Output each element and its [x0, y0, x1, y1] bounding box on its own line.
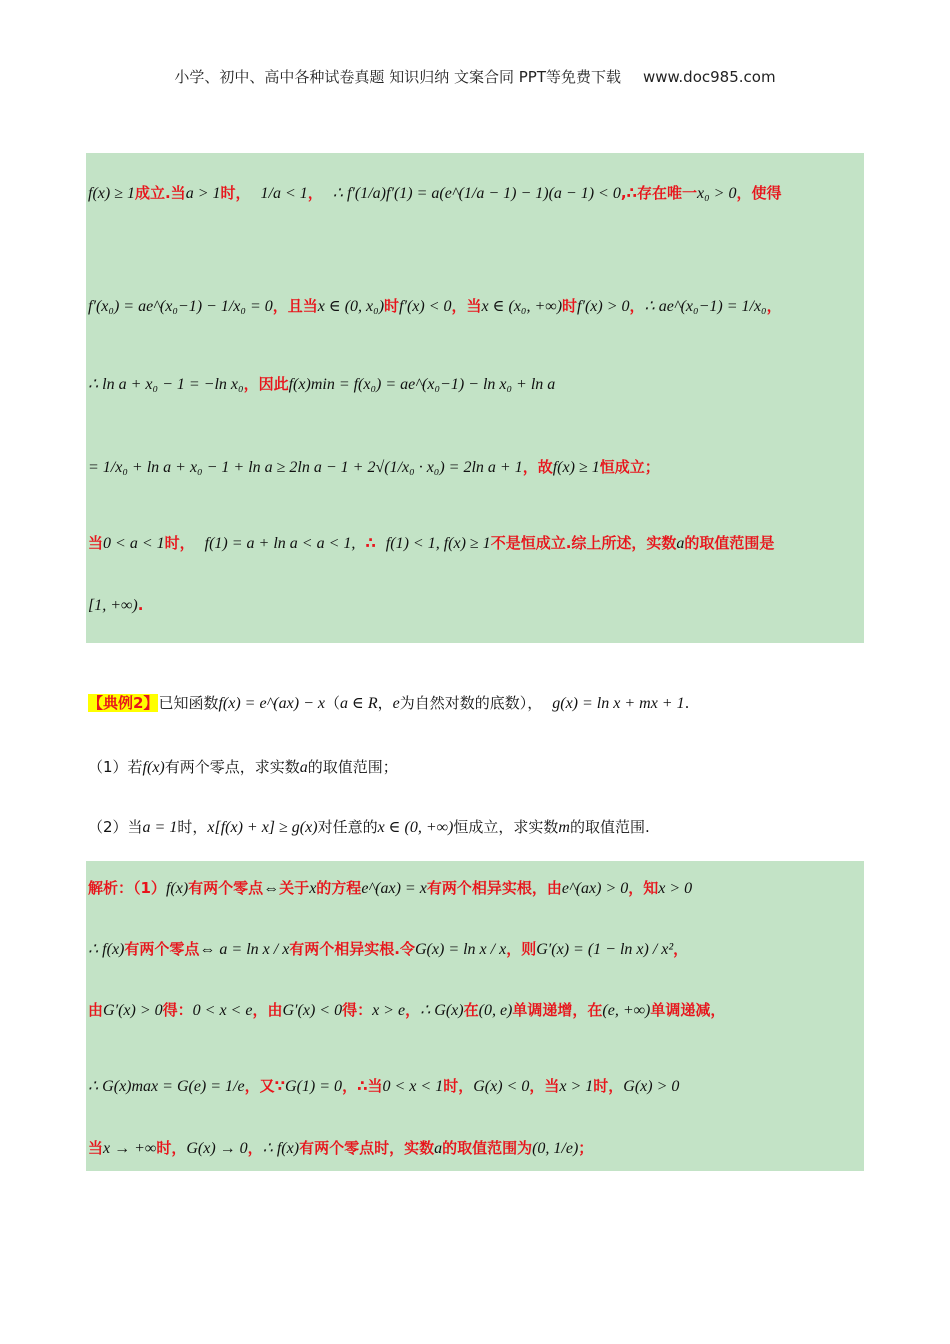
math: x[f(x) + x] ≥ g(x): [207, 819, 318, 836]
header-text: 小学、初中、高中各种试卷真题 知识归纳 文案合同 PPT等免费下载: [174, 68, 621, 86]
math: ∴ G(x): [420, 1002, 464, 1019]
math: a > 1: [185, 185, 221, 202]
text: 得：: [342, 1001, 373, 1019]
text: 时，: [593, 1077, 624, 1095]
text: 时，: [443, 1077, 474, 1095]
text: 的取值范围是: [684, 534, 775, 552]
text: ，当: [451, 297, 482, 315]
text: .: [137, 596, 144, 614]
text: 有两个零点时，实数: [299, 1139, 435, 1157]
text: 有两个零点: [124, 940, 200, 958]
math: ∴ G(x)max = G(e) = 1/e: [88, 1078, 245, 1095]
text: ，使得: [736, 184, 782, 202]
math: x ∈ (0, x₀): [317, 298, 385, 315]
text: ，: [629, 297, 645, 315]
text: 有两个相异实根，由: [426, 879, 562, 897]
text: ，知: [628, 879, 659, 897]
text: ,∴存在唯一: [620, 184, 697, 202]
math: f(1) < 1, f(x) ≥ 1: [385, 535, 491, 552]
text: 不是恒成立.综上所述，实数: [490, 534, 677, 552]
text: 的取值范围为: [442, 1139, 533, 1157]
text: 时: [384, 297, 400, 315]
text: 时，: [220, 184, 251, 202]
math: f(x) = e^(ax) − x: [218, 695, 325, 712]
math: x > 1: [559, 1078, 594, 1095]
math: 1/a < 1: [260, 185, 308, 202]
math: = 1/x₀ + ln a + x₀ − 1 + ln a ≥ 2ln a − 1 + 2√(1/x₀ · x₀) = 2ln a + 1: [88, 459, 523, 476]
math: ∴ f(x): [88, 941, 125, 958]
text: 时，: [164, 534, 195, 552]
text: 得：: [162, 1001, 193, 1019]
header-site-link[interactable]: www.doc985.com: [642, 68, 776, 86]
text: ，因此: [243, 375, 289, 393]
math: (e, +∞): [602, 1002, 651, 1019]
example-statement: [88, 694, 864, 713]
box1-line-6: [88, 596, 864, 615]
math: a = 1: [142, 819, 178, 836]
math: a: [676, 535, 685, 552]
math: a ∈ R: [339, 695, 378, 712]
box1-line-4: [88, 458, 864, 477]
question-2: [88, 818, 864, 837]
math: x → +∞: [103, 1140, 157, 1157]
box2-line-3: [88, 1001, 864, 1020]
text: ，: [766, 297, 782, 315]
text: 的取值范围.: [569, 818, 650, 836]
math: e: [392, 695, 400, 712]
text: （: [324, 694, 340, 712]
math: G′(x) = (1 − ln x) / x²: [536, 941, 674, 958]
text: 有两个零点: [188, 879, 264, 897]
text: ，: [307, 184, 323, 202]
box2-line-1: [88, 879, 864, 898]
solution-box-1: [86, 153, 864, 643]
text: 成立.当: [134, 184, 186, 202]
math: G(x) → 0: [186, 1140, 248, 1157]
text: ，又∵: [244, 1077, 286, 1095]
text: 在: [463, 1001, 479, 1019]
math: x: [309, 880, 317, 897]
box2-line-2: [88, 940, 864, 959]
math: ∴ f′(1/a)f′(1) = a(e^(1/a − 1) − 1)(a − 1) < 0: [332, 185, 621, 202]
text: ∴: [365, 534, 376, 552]
math: (0, 1/e): [532, 1140, 579, 1157]
math: ∴ ae^(x₀−1) = 1/x₀: [644, 298, 767, 315]
math: x ∈ (0, +∞): [377, 819, 454, 836]
text: （2）当: [88, 818, 143, 836]
text: ，当: [529, 1077, 560, 1095]
math: f(x): [165, 880, 189, 897]
text: 当: [88, 1139, 104, 1157]
text: 关于: [279, 879, 310, 897]
math: G(x) = ln x / x: [415, 941, 507, 958]
page-header: [0, 66, 950, 87]
math: (0, e): [478, 1002, 513, 1019]
text: ；: [578, 1139, 594, 1157]
text: 单调递减，: [650, 1001, 726, 1019]
text: 对任意的: [317, 818, 378, 836]
math: m: [558, 819, 570, 836]
math: x₀ > 0: [696, 185, 737, 202]
math: f′(x) < 0: [399, 298, 452, 315]
math: f′(x₀) = ae^(x₀−1) − 1/x₀ = 0: [88, 298, 273, 315]
math: a: [434, 1140, 443, 1157]
box1-line-1: [88, 184, 864, 203]
question-1: [88, 758, 864, 777]
math: ∴ ln a + x₀ − 1 = −ln x₀: [88, 376, 244, 393]
math: G′(x) < 0: [282, 1002, 343, 1019]
text: ，∴当: [342, 1077, 383, 1095]
text: 时，: [156, 1139, 187, 1157]
math: [1, +∞): [88, 597, 138, 614]
math: 0 < a < 1: [103, 535, 165, 552]
example-tag: 【典例2】: [88, 694, 159, 712]
math: G(1) = 0: [285, 1078, 343, 1095]
text: ，故: [522, 458, 553, 476]
text: .: [684, 694, 690, 712]
math: f(x): [142, 759, 165, 776]
math: f(x) ≥ 1: [552, 459, 600, 476]
math: G(x) < 0: [473, 1078, 530, 1095]
text: ，: [673, 940, 689, 958]
math: e^(ax) = x: [361, 880, 427, 897]
math: ⇔: [263, 880, 280, 897]
math: f′(x) > 0: [577, 298, 630, 315]
math: 0 < x < 1: [382, 1078, 444, 1095]
text: 单调递增，在: [512, 1001, 603, 1019]
text: 时，: [177, 818, 208, 836]
math: G′(x) > 0: [103, 1002, 163, 1019]
text: 恒成立，求实数: [453, 818, 559, 836]
math: e^(ax) > 0: [561, 880, 629, 897]
text: ，则: [506, 940, 537, 958]
math: G(x) > 0: [623, 1078, 680, 1095]
text: 有两个零点，求实数: [164, 758, 300, 776]
text: 为自然对数的底数），: [399, 694, 543, 712]
text: 已知函数: [158, 694, 219, 712]
math: f(x) ≥ 1: [88, 185, 135, 202]
text: ，: [247, 1139, 263, 1157]
text: （1）若: [88, 758, 143, 776]
math: x ∈ (x₀, +∞): [481, 298, 563, 315]
text: 解析：（1）: [88, 879, 166, 897]
text: 的方程: [316, 879, 362, 897]
math: x > 0: [658, 880, 693, 897]
math: 0 < x < e: [192, 1002, 253, 1019]
text: ，: [377, 694, 393, 712]
text: 当: [88, 534, 104, 552]
text: 的取值范围；: [307, 758, 398, 776]
math: x > e: [372, 1002, 406, 1019]
text: 由: [88, 1001, 104, 1019]
box2-line-4: [88, 1077, 864, 1096]
text: ，且当: [272, 297, 318, 315]
text: 时: [562, 297, 578, 315]
text: ，由: [252, 1001, 283, 1019]
text: 恒成立；: [599, 458, 660, 476]
box1-line-5: [88, 534, 864, 553]
box1-line-2: [88, 297, 864, 316]
box2-line-5: [88, 1139, 864, 1158]
math: a: [299, 759, 308, 776]
math: f(x)min = f(x₀) = ae^(x₀−1) − ln x₀ + ln a: [288, 376, 556, 393]
math: f(1) = a + ln a < a < 1,: [204, 535, 356, 552]
math: g(x) = ln x + mx + 1: [552, 695, 685, 712]
text: ，: [405, 1001, 421, 1019]
math: ⇔ a = ln x / x: [199, 941, 290, 958]
text: 有两个相异实根.令: [289, 940, 415, 958]
box1-line-3: [88, 375, 864, 394]
math: ∴ f(x): [262, 1140, 300, 1157]
